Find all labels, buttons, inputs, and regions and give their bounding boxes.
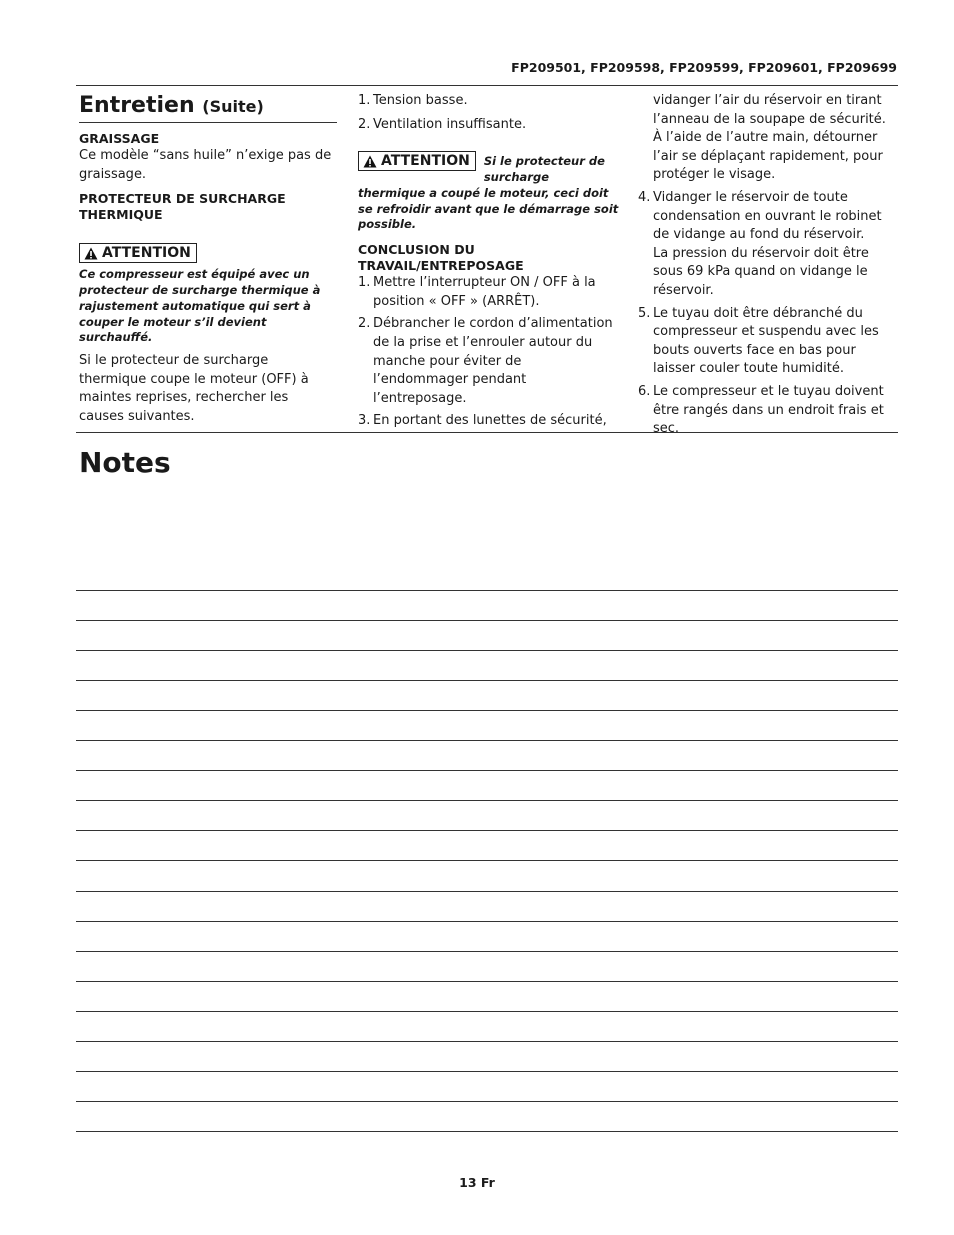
- warning-triangle-icon: [84, 247, 98, 260]
- warning-triangle-icon: [363, 155, 377, 168]
- list-item: 6. Le compresseur et le tuyau doivent être rangés dans un endroit frais et sec.: [638, 383, 884, 437]
- attention-label: [79, 243, 197, 263]
- list-item: 1. Mettre l’interrupteur ON / OFF à la position « OFF » (ARRÊT).: [358, 275, 596, 309]
- list-item: 1. Tension basse.: [358, 93, 468, 108]
- causes-list: [358, 92, 620, 134]
- column-maintenance: [79, 92, 337, 427]
- attention-text: ATTENTION: [381, 152, 470, 169]
- section-title-main: Entretien: [79, 93, 195, 118]
- attention-block: [358, 151, 620, 233]
- note-line: [76, 1041, 898, 1042]
- note-line: [76, 860, 898, 861]
- lubrication-text: Ce modèle “sans huile” n’exige pas de graissage.: [79, 148, 332, 182]
- note-line: [76, 650, 898, 651]
- attention-label: [358, 151, 476, 171]
- lubrication-heading: GRAISSAGE: [79, 131, 160, 146]
- thermal-heading: PROTECTEUR DE SURCHARGE THERMIQUE: [79, 191, 286, 223]
- list-item: 5. Le tuyau doit être débranché du compresseur et suspendu avec les bouts ouverts face en bas pour laisser couler toute humidité.: [638, 305, 879, 377]
- attention-text: ATTENTION: [102, 244, 191, 261]
- model-numbers: FP209501, FP209598, FP209599, FP209601, FP209699: [511, 60, 897, 75]
- note-line: [76, 1011, 898, 1012]
- note-line: [76, 981, 898, 982]
- note-line: [76, 951, 898, 952]
- section-title-sub: (Suite): [202, 97, 264, 116]
- notes-title: Notes: [79, 446, 171, 479]
- note-line: [76, 740, 898, 741]
- cooldown-warning: Si le protecteur de surcharge thermique a coupé le moteur, ceci doit se refroidir avant que le démarrage soit possible.: [358, 154, 619, 232]
- list-item: 2. Ventilation insuffisante.: [358, 116, 527, 132]
- step-continuation: vidanger l’air du réservoir en tirant l’anneau de la soupape de sécurité. À l’aide de l’autre main, détourner l’air se déplaçant rapidement, pour protéger le visage.: [653, 93, 886, 183]
- column-steps-continued: [638, 92, 896, 439]
- list-item: 4. Vidanger le réservoir de toute condensation en ouvrant le robinet de vidange au fond du réservoir. La pression du réservoir doit être sous 69 kPa quand on vidange le réservoir.: [638, 189, 882, 298]
- section-divider: [76, 432, 898, 433]
- note-line: [76, 680, 898, 681]
- thermal-text: Si le protecteur de surcharge thermique coupe le moteur (OFF) à maintes reprises, rechercher les causes suivantes.: [79, 353, 309, 424]
- note-line: [76, 891, 898, 892]
- note-line: [76, 1131, 898, 1132]
- title-underline: [79, 122, 337, 123]
- thermal-warning: Ce compresseur est équipé avec un protecteur de surcharge thermique à rajustement automatique qui sert à couper le moteur s’il devient surchauffé.: [79, 267, 321, 345]
- note-line: [76, 710, 898, 711]
- top-divider: [76, 85, 898, 86]
- note-line: [76, 921, 898, 922]
- note-line: [76, 830, 898, 831]
- continued-steps: [638, 189, 896, 439]
- list-item: 3. En portant des lunettes de sécurité,: [358, 413, 607, 429]
- note-line: [76, 770, 898, 771]
- list-item: 2. Débrancher le cordon d’alimentation de la prise et l’enrouler autour du manche pour éviter de l’endommager pendant l’entreposage.: [358, 316, 613, 406]
- note-line: [76, 620, 898, 621]
- note-line: [76, 590, 898, 591]
- note-line: [76, 1101, 898, 1102]
- conclusion-steps: [358, 274, 620, 431]
- section-title: [79, 92, 337, 121]
- note-line: [76, 800, 898, 801]
- conclusion-heading: CONCLUSION DU TRAVAIL/ENTREPOSAGE: [358, 242, 524, 274]
- note-line: [76, 1071, 898, 1072]
- page-number: 13 Fr: [459, 1175, 495, 1190]
- column-conclusion: [358, 92, 620, 431]
